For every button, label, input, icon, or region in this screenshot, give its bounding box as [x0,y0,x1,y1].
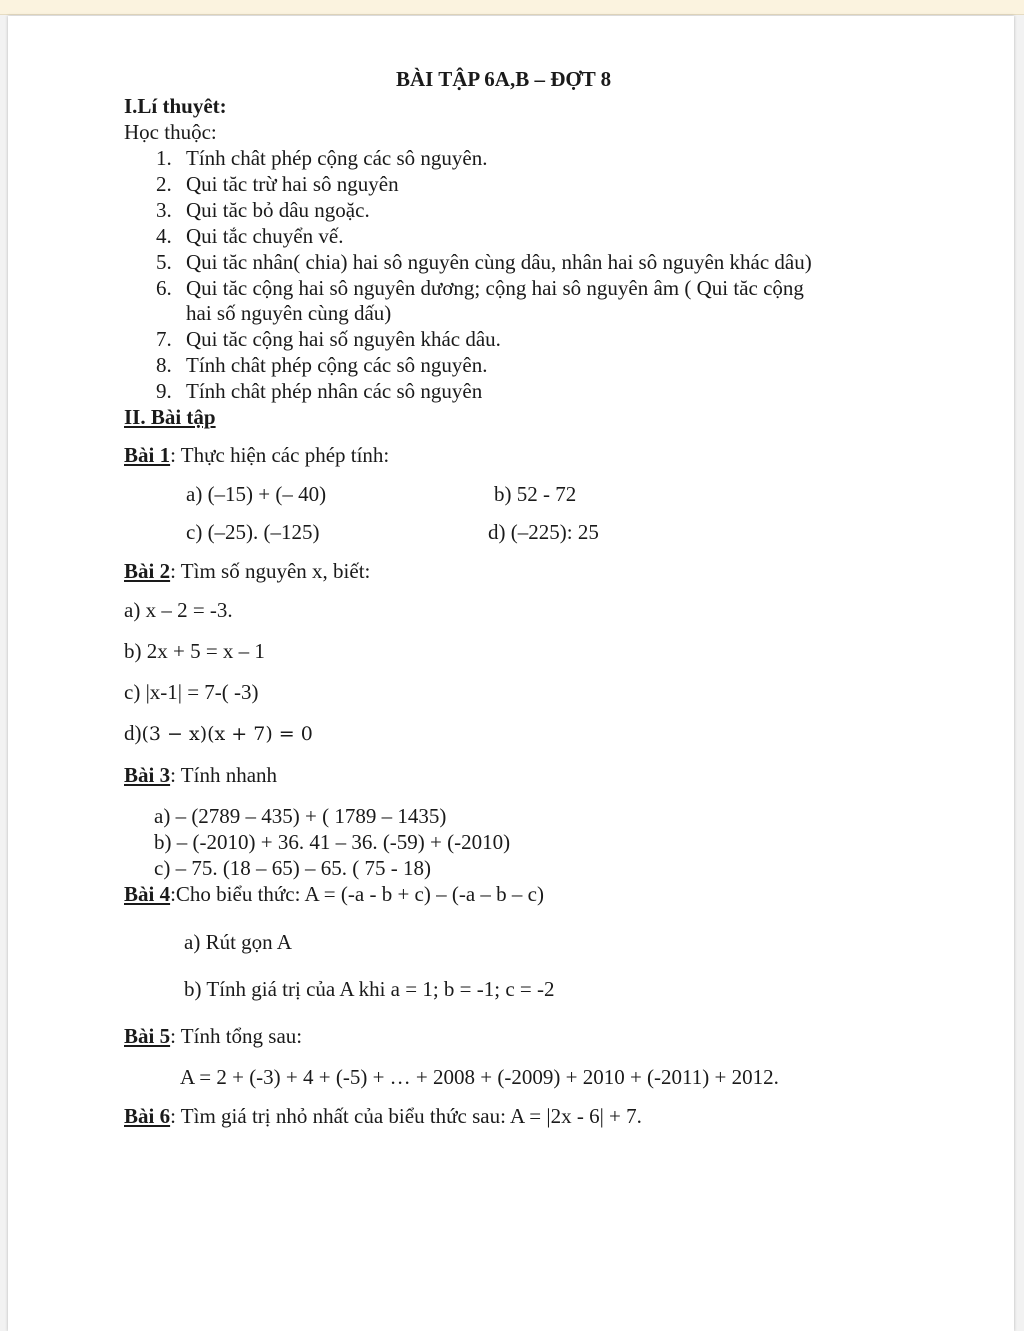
list-item [156,326,501,352]
bai1-text: : Thực hiện các phép tính: [170,443,390,467]
list-item-number: 2. [156,172,172,196]
list-item-number: 8. [156,353,172,377]
bai2-d-equation: (3 − x)(x + 7) = 0 [141,723,313,745]
bai5-label: Bài 5 [124,1024,171,1048]
bai3-label: Bài 3 [124,763,171,787]
bai6-text: : Tìm giá trị nhỏ nhất của biểu thức sau: A = |2x - 6| + 7. [170,1104,642,1128]
bai2-b: b) 2x + 5 = x – 1 [124,639,265,663]
bai1-a: a) (–15) + (– 40) [186,482,327,506]
list-item-number: 4. [156,224,172,248]
bai4-b: b) Tính giá trị của A khi a = 1; b = -1; c = -2 [184,977,555,1001]
bai4-a: a) Rút gọn A [184,930,292,954]
list-item-text: Qui tăc nhân( chia) hai sô nguyên cùng dâu, nhân hai sô nguyên khác dâu) [186,250,812,274]
bai6-heading [124,1103,642,1129]
bai3-heading [124,762,277,788]
exercises-heading: II. Bài tập [124,405,216,429]
bai1-label: Bài 1 [124,443,171,467]
bai4-text: :Cho biểu thức: A = (-a - b + c) – (-a – b – c) [170,882,544,906]
list-item [156,171,399,197]
bai1-heading [124,442,389,468]
list-item-text: hai số nguyên cùng dấu) [186,301,392,325]
list-item [156,145,488,171]
list-item-number: 3. [156,198,172,222]
list-item [156,223,343,249]
bai1-c: c) (–25). (–125) [186,520,320,544]
list-item-text: Qui tắc chuyển vế. [186,224,344,248]
document-page [8,16,1014,1331]
bai4-label: Bài 4 [124,882,171,906]
list-item-number: 5. [156,250,172,274]
bai2-d [124,720,313,747]
list-item-text: Qui tăc trừ hai sô nguyên [186,172,399,196]
theory-heading: I.Lí thuyêt: [124,94,227,118]
list-item-text: Tính chât phép nhân các sô nguyên [186,379,483,403]
list-item-text: Tính chât phép cộng các sô nguyên. [186,353,488,377]
list-item [156,197,370,223]
bai5-expression: A = 2 + (-3) + 4 + (-5) + … + 2008 + (-2009) + 2010 + (-2011) + 2012. [180,1065,779,1089]
list-item-text: Tính chât phép cộng các sô nguyên. [186,146,488,170]
top-strip [0,0,1024,15]
bai3-b: b) – (-2010) + 36. 41 – 36. (-59) + (-2010) [154,830,511,854]
list-item-number: 1. [156,146,172,170]
bai5-heading [124,1023,302,1049]
list-item-text: Qui tăc cộng hai sô nguyên dương; cộng hai sô nguyên âm ( Qui tăc cộng [186,276,804,300]
bai3-c: c) – 75. (18 – 65) – 65. ( 75 - 18) [154,856,432,880]
list-item [156,378,482,404]
page-title: BÀI TẬP 6A,B – ĐỢT 8 [396,67,612,91]
document-body [8,16,1014,1331]
bai2-heading [124,558,370,584]
list-item [156,275,804,301]
list-item [156,352,488,378]
bai3-a: a) – (2789 – 435) + ( 1789 – 1435) [154,804,447,828]
list-item-text: Qui tăc bỏ dâu ngoặc. [186,198,370,222]
bai4-heading [124,881,544,907]
bai5-text: : Tính tổng sau: [170,1024,303,1048]
list-item-number: 9. [156,379,172,403]
bai2-c: c) |x-1| = 7-( -3) [124,680,259,704]
bai1-d: d) (–225): 25 [488,520,599,544]
list-item [156,249,812,275]
bai1-b: b) 52 - 72 [494,482,577,506]
bai2-d-prefix: d) [124,721,142,745]
list-item-number: 7. [156,327,172,351]
bai6-label: Bài 6 [124,1104,171,1128]
bai2-a: a) x – 2 = -3. [124,598,233,622]
list-item-text: Qui tăc cộng hai số nguyên khác dâu. [186,327,501,351]
list-item-continuation [156,300,391,326]
theory-intro: Học thuộc: [124,120,217,144]
bai2-text: : Tìm số nguyên x, biết: [170,559,371,583]
bai2-label: Bài 2 [124,559,171,583]
list-item-number: 6. [156,276,172,300]
bai3-text: : Tính nhanh [170,763,278,787]
